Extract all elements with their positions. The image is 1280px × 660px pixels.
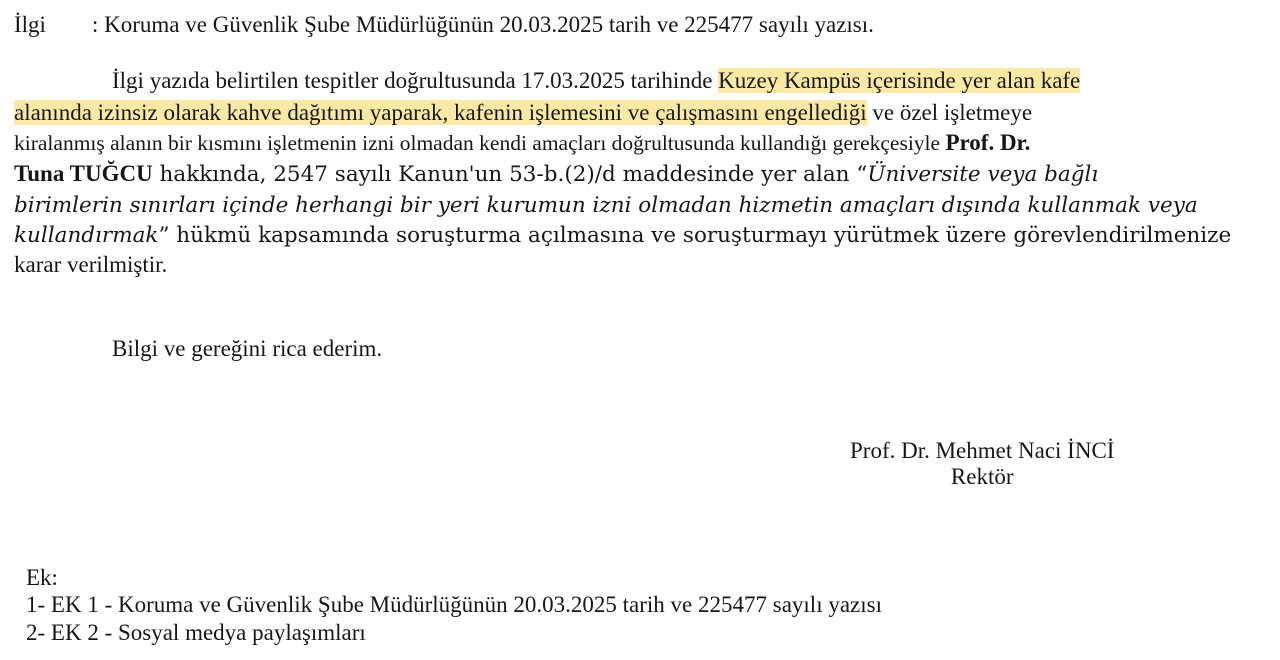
quoted-law-start: Üniversite veya bağlı [867,162,1099,187]
signatory-title: Rektör [950,464,1014,489]
paragraph-line-4-text: hakkında, 2547 sayılı Kanun'un 53-b.(2)/d maddesinde yer alan “ [152,162,868,187]
paragraph-line-5 [14,192,1198,218]
paragraph-line-2 [14,100,1032,126]
paragraph-line-1-text: İlgi yazıda belirtilen tespitler doğrultusunda 17.03.2025 tarihinde [112,68,719,93]
paragraph-line-6 [14,222,1231,248]
paragraph-line-1 [112,68,1080,94]
paragraph-line-4 [14,161,1098,187]
attachment-item-1: 1- EK 1 - Koruma ve Güvenlik Şube Müdürlüğünün 20.03.2025 tarih ve 225477 sayılı yazısı [26,592,882,617]
quoted-law-middle: birimlerin sınırları içinde herhangi bir yeri kurumun izni olmadan hizmetin amaçları dışında kullanmak veya [14,193,1198,218]
paragraph-line-7-text: karar verilmiştir. [14,252,168,277]
highlighted-text-2: alanında izinsiz olarak kahve dağıtımı yaparak, kafenin işlemesini ve çalışmasını engellediği [14,100,867,125]
reference-text: : Koruma ve Güvenlik Şube Müdürlüğünün 20.03.2025 tarih ve 225477 sayılı yazısı. [92,12,874,37]
reference-label: İlgi [14,12,46,37]
highlighted-text-1: Kuzey Kampüs içerisinde yer alan kafe [718,68,1081,93]
closing-line: Bilgi ve gereğini rica ederim. [112,336,383,361]
signature-block [850,438,1114,490]
person-name: Tuna TUĞCU [14,161,153,186]
paragraph-line-7 [14,252,167,278]
person-title: Prof. Dr. [945,130,1031,155]
reference-line [14,12,874,38]
attachment-item-2: 2- EK 2 - Sosyal medya paylaşımları [26,620,366,645]
paragraph-line-2-text: ve özel işletmeye [866,100,1033,125]
quoted-law-end: kullandırmak [14,223,159,248]
paragraph-line-3-text: kiralanmış alanın bir kısmını işletmenin izni olmadan kendi amaçları doğrultusunda kullandığı gerekçesiyle [14,131,946,155]
paragraph-line-6-text: ” hükmü kapsamında soruşturma açılmasına ve soruşturmayı yürütmek üzere görevlendirilmenize [158,223,1232,248]
paragraph-line-3 [14,130,1030,156]
signatory-name: Prof. Dr. Mehmet Naci İNCİ [850,438,1115,463]
attachments-heading: Ek: [26,565,58,590]
